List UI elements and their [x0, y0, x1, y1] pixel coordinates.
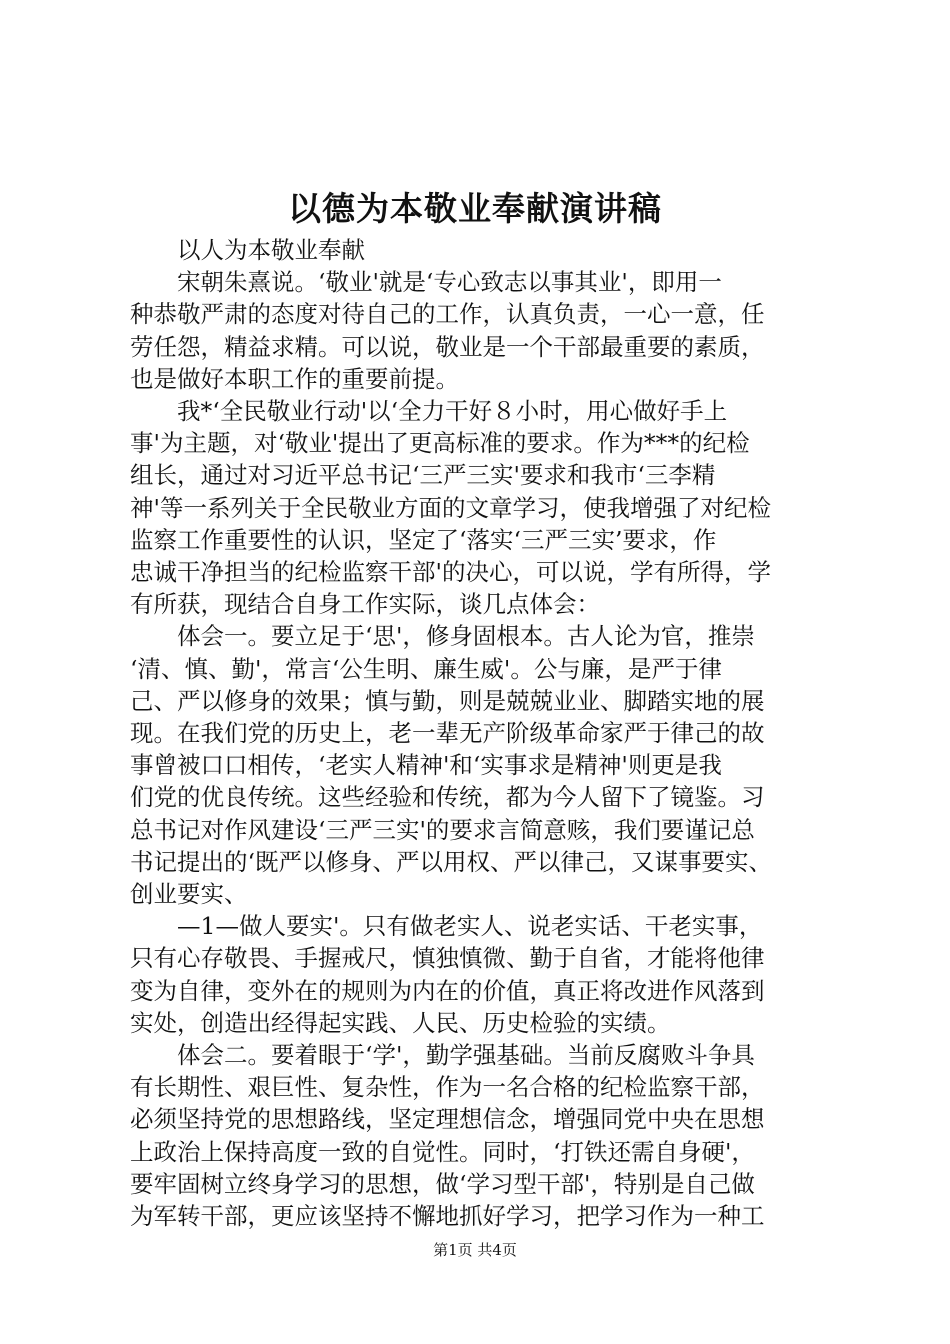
document-title: 以德为本敬业奉献演讲稿	[288, 189, 662, 228]
page-number-footer: 第1页 共4页	[433, 1241, 517, 1259]
paragraph: 体会二。要着眼于‘学'，勤学强基础。当前反腐败斗争具 有长期性、艰巨性、复杂性，作为一名合格的纪检监察干部， 必须坚持党的思想路线，坚定理想信念，增强同党中央在思想 上政治上保持高度一致的自觉性。同时，‘打铁还需自身硬'， 要牢固树立终身学习的思想，做‘学习型干部'，特别是自己做 为军转干部，更应该坚持不懈地抓好学习，把学习作为一种工	[130, 1041, 765, 1231]
paragraph: 我*‘全民敬业行动'以‘全力干好８小时，用心做好手上 事'为主题，对‘敬业'提出了更高标准的要求。作为***的纪检 组长，通过对习近平总书记‘三严三实'要求和我市‘三李精 神'等一系列关于全民敬业方面的文章学习，使我增强了对纪检 监察工作重要性的认识，坚定了‘落实‘三严三实’要求，作 忠诚干净担当的纪检监察干部'的决心，可以说，学有所得，学 有所获，现结合自身工作实际，谈几点体会：	[130, 397, 771, 619]
paragraph: 宋朝朱熹说。‘敬业'就是‘专心致志以事其业'，即用一 种恭敬严肃的态度对待自己的工作，认真负责，一心一意，任 劳任怨，精益求精。可以说，敬业是一个干部最重要的素质， 也是做好本职工作的重要前提。	[130, 268, 765, 393]
paragraph: —1—做人要实'。只有做老实人、说老实话、干老实事， 只有心存敬畏、手握戒尺，慎独慎微、勤于自省，才能将他律 变为自律，变外在的规则为内在的价值，真正将改进作风落到 实处，创造出经得起实践、人民、历史检验的实绩。	[130, 912, 765, 1037]
document-body	[130, 234, 830, 1232]
document-subtitle: 以人为本敬业奉献	[177, 236, 365, 264]
paragraph: 体会一。要立足于‘思'，修身固根本。古人论为官，推崇 ‘清、慎、勤'，常言‘公生明、廉生威'。公与廉，是严于律 己、严以修身的效果；慎与勤，则是兢兢业业、脚踏实地的展 现。在我们党的历史上，老一辈无产阶级革命家严于律己的故 事曾被口口相传，‘老实人精神'和‘实事求是精神'则更是我 们党的优良传统。这些经验和传统，都为今人留下了镜鉴。习 总书记对作风建设‘三严三实'的要求言简意赅，我们要谨记总 书记提出的‘既严以修身、严以用权、严以律己，又谋事要实、 创业要实、	[130, 622, 772, 909]
